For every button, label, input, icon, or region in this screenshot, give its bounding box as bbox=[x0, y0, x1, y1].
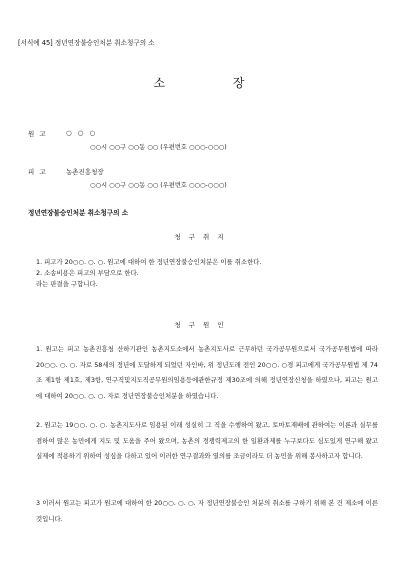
defendant-address: ○○시 ○○구 ○○동 ○○ (우편번호 ○○○-○○○) bbox=[90, 182, 227, 189]
claim-purpose-closing: 라는 판결을 구합니다. bbox=[36, 280, 98, 288]
claim-cause-heading: 청 구 원 인 bbox=[174, 321, 226, 329]
form-number: [서식예 45] 정년연장불승인처분 취소청구의 소 bbox=[18, 39, 155, 47]
case-name: 정년연장불승인처분 취소청구의 소 bbox=[28, 209, 129, 217]
claim-cause-paragraph: 3 이러서 원고는 피고가 원고에 대하여 한 20○○. ○. ○. 자 정년연장불승인 처분의 취소를 구하기 위해 본 건 제소에 이른 것입니다. bbox=[36, 499, 378, 523]
plaintiff-name: ○ ○ ○ bbox=[66, 129, 96, 137]
claim-purpose-item: 1. 피고가 20○○. ○. ○. 원고에 대하여 한 정년연장불승인처분은 이를 취소한다. bbox=[36, 258, 262, 266]
claim-purpose-heading: 청 구 취 지 bbox=[174, 233, 226, 241]
claim-cause-paragraph: 1. 원고는 피고 농촌진흥청 산하기관인 농촌지도소에서 농촌지도사로 근무하던 국가공무원으로서 국가공무원법에 따라 20○○. ○. ○. 자로 58세의 정년에 도달하게 되었던 자인바, 위 정년도래 전인 20○○. ○경 피고에게 국가공무원법 제 74조 제1항 제1호, 제3항, 연구직및지도직공무원의임용등에관한규정 제30조에 의해 정년연장신청을 하였으나, 피고는 원고에 대하여 20○○. ○. ○. 자로 정년연장불승인처분을 하였습니다. bbox=[36, 345, 378, 400]
claim-cause-paragraph: 2. 원고는 19○○. ○. ○. 농촌지도사로 임용된 이래 성실히 그 직을 수행하여 왔고, 토마토재배에 관하여는 이론과 실무를 겸하여 많은 농민에게 지도 및 도움을 주어 왔으며, 농촌의 경쟁력제고의 한 일환과제를 누구보다도 심도있게 연구해 왔고 실제에 적용하기 위하여 성심을 다하고 있어 이러한 연구결과와 열의를 조금이라도 더 농민을 위해 봉사하고자 합니다. bbox=[36, 421, 378, 460]
claim-purpose-item: 2. 소송비용은 피고의 부담으로 한다. bbox=[36, 269, 139, 277]
defendant-name: 농촌진흥청장 bbox=[66, 168, 104, 176]
defendant-label: 피 고 bbox=[28, 168, 46, 176]
plaintiff-address: ○○시 ○○구 ○○동 ○○ (우편번호 ○○○-○○○) bbox=[90, 144, 227, 151]
document-title: 소 장 bbox=[153, 76, 247, 90]
plaintiff-label: 원 고 bbox=[28, 130, 46, 138]
